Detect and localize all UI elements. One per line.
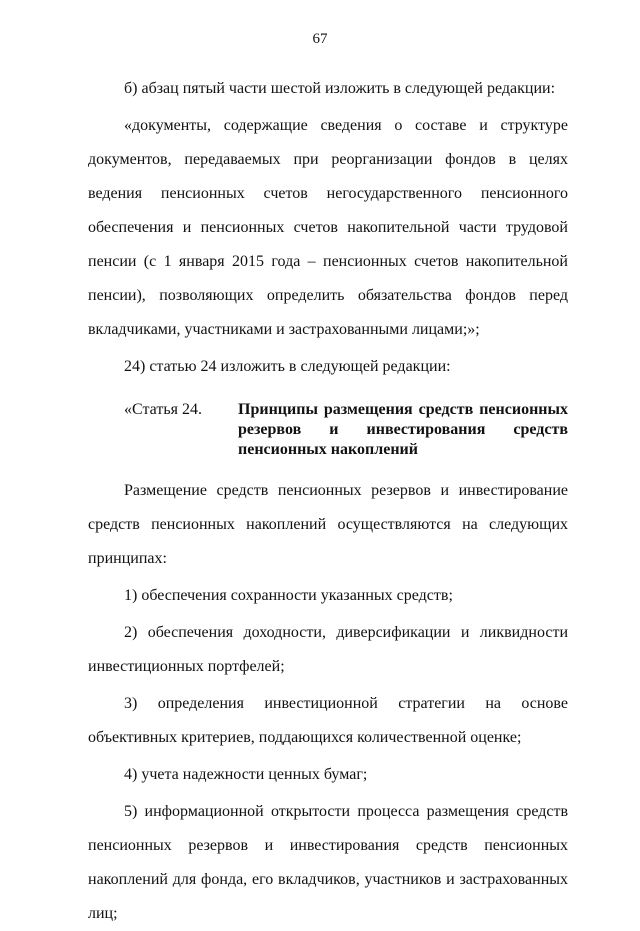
list-item-principle-5: 5) информационной открытости процесса размещения средств пенсионных резервов и инвестирования средств пенсионных накоплений для фонда, его вкладчиков, участников и застрахованных лиц; <box>88 803 568 922</box>
paragraph-amendment-b: б) абзац пятый части шестой изложить в следующей редакции: <box>124 80 556 97</box>
article-label: «Статья 24. <box>124 401 202 418</box>
paragraph-principles-intro: Размещение средств пенсионных резервов и инвестирование средств пенсионных накоплений осуществляются на следующих принципах: <box>88 482 568 567</box>
page-number: 67 <box>312 31 328 47</box>
article-title: Принципы размещения средств пенсионных резервов и инвестирования средств пенсионных накоплений <box>238 401 568 458</box>
paragraph-amendment-24: 24) статью 24 изложить в следующей редакции: <box>124 358 451 375</box>
list-item-principle-4: 4) учета надежности ценных бумаг; <box>124 766 368 783</box>
article-heading <box>88 400 568 460</box>
list-item-principle-1: 1) обеспечения сохранности указанных средств; <box>124 587 453 604</box>
list-item-principle-2: 2) обеспечения доходности, диверсификации и ликвидности инвестиционных портфелей; <box>88 624 568 675</box>
paragraph-documents-quote: «документы, содержащие сведения о составе и структуре документов, передаваемых при реорганизации фондов в целях ведения пенсионных счетов негосударственного пенсионного обеспечения и пенсионных счетов накопительной части трудовой пенсии (с 1 января 2015 года – пенсионных счетов накопительной пенсии), позволяющих определить обязательства фондов перед вкладчиками, участниками и застрахованными лицами;»; <box>88 117 568 338</box>
list-item-principle-3: 3) определения инвестиционной стратегии на основе объективных критериев, поддающихся количественной оценке; <box>88 695 568 746</box>
document-body <box>88 72 568 931</box>
